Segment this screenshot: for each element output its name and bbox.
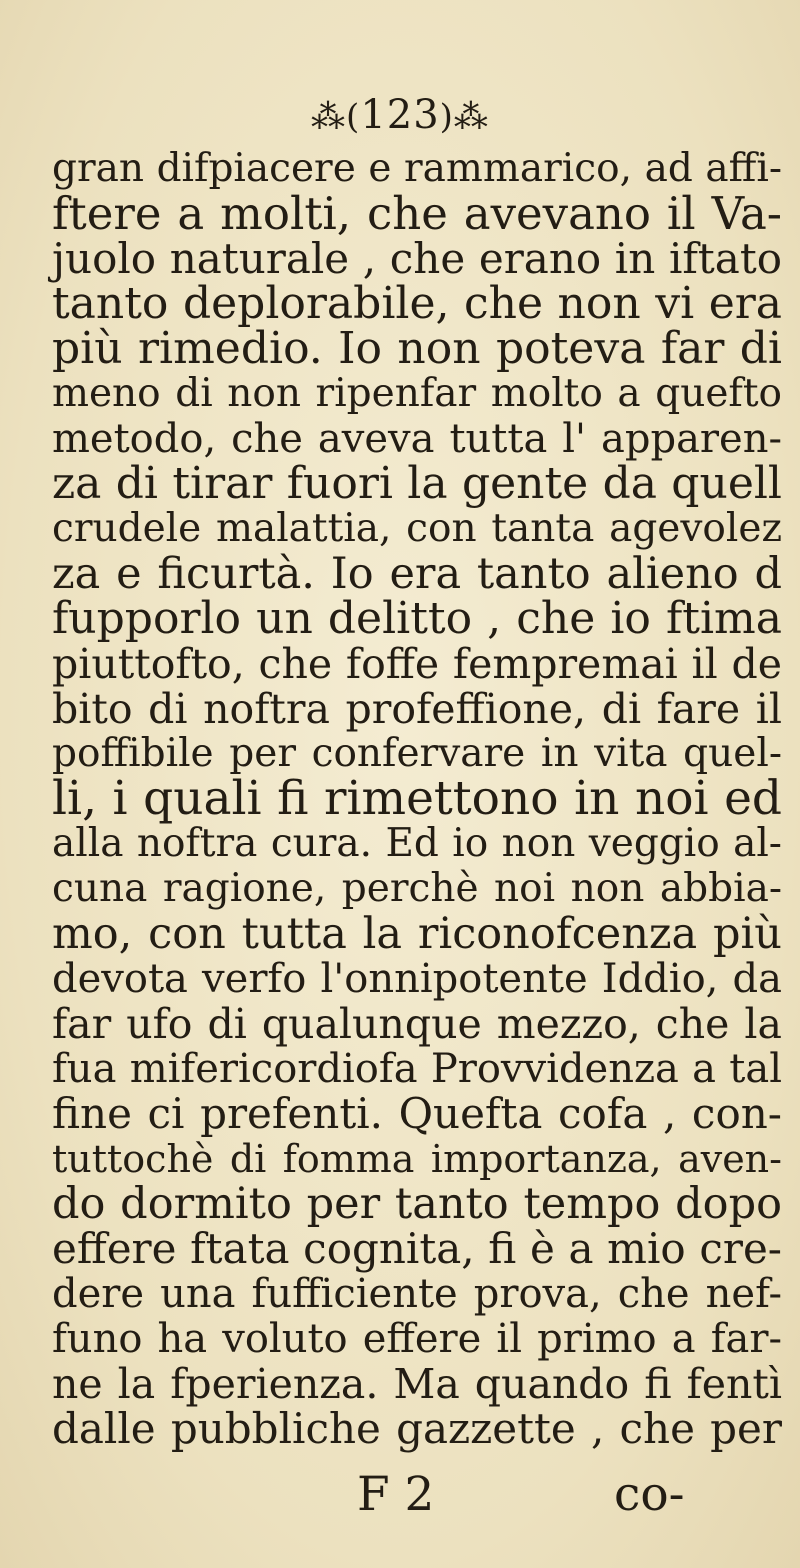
text-line: fua mifericordiofa Provvidenza a tal: [52, 1046, 782, 1092]
text-line: metodo, che aveva tutta l' apparen-: [52, 416, 782, 462]
text-line: ftere a molti, che avevano il Va-: [52, 187, 782, 240]
text-line: meno di non ripenfar molto a quefto: [52, 371, 782, 416]
text-line: far ufo di qualunque mezzo, che la: [52, 1000, 782, 1048]
text-line: fine ci prefenti. Quefta cofa , con-: [52, 1089, 782, 1138]
text-line: za e ficurtà. Io era tanto alieno d: [52, 549, 782, 599]
text-line: do dormito per tanto tempo dopo: [52, 1179, 782, 1229]
catchword: co-: [614, 1467, 685, 1522]
text-line: devota verfo l'onnipotente Iddio, da: [52, 956, 782, 1002]
right-ornament: )⁂: [439, 97, 489, 137]
signature-mark: F 2: [357, 1467, 435, 1522]
text-line: li, i quali fi rimettono in noi ed: [52, 771, 782, 826]
text-line: effere ftata cognita, fi è a mio cre-: [52, 1224, 782, 1273]
text-line: dere una fufficiente prova, che nef-: [52, 1271, 782, 1317]
left-ornament: ⁂(: [311, 97, 361, 137]
page-number: 123: [360, 92, 440, 138]
text-line: za di tirar fuori la gente da quell: [52, 458, 782, 509]
text-line: poffibile per confervare in vita quel-: [52, 731, 782, 776]
text-line: più rimedio. Io non poteva far di: [52, 323, 782, 374]
text-line: tuttochè di fomma importanza, aven-: [52, 1137, 782, 1181]
text-line: tanto deplorabile, che non vi era: [52, 278, 782, 329]
text-line: cuna ragione, perchè noi non abbia-: [52, 866, 782, 911]
text-line: bito di noftra profeffione, di fare il: [52, 685, 782, 733]
text-line: mo, con tutta la riconofcenza più: [52, 909, 782, 959]
text-line: fupporlo un delitto , che io ftima: [52, 593, 782, 644]
page-header: [0, 92, 800, 138]
text-line: gran difpiacere e rammarico, ad affi-: [52, 146, 782, 191]
text-line: ne la fperienza. Ma quando fi fentì: [52, 1360, 782, 1408]
page-footer: [52, 1466, 752, 1526]
text-line: juolo naturale , che erano in iftato: [52, 234, 782, 283]
text-line: crudele malattia, con tanta agevolez: [52, 506, 782, 551]
text-line: funo ha voluto effere il primo a far-: [52, 1316, 782, 1362]
text-line: piuttofto, che foffe fempremai il de: [52, 640, 782, 688]
text-line: alla noftra cura. Ed io non veggio al-: [52, 821, 782, 866]
text-line: dalle pubbliche gazzette , che per: [52, 1404, 782, 1453]
